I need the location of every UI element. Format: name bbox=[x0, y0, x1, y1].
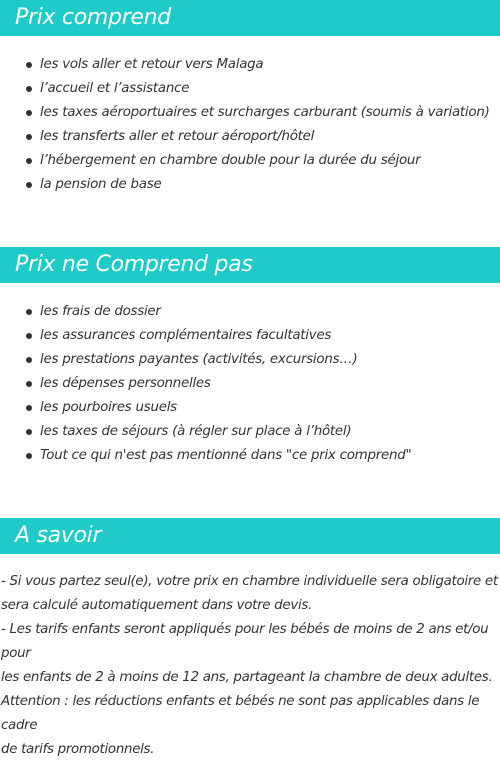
list-item: l’hébergement en chambre double pour la durée du séjour bbox=[26, 149, 500, 173]
bullet-icon bbox=[26, 158, 32, 164]
savoir-line: les enfants de 2 à moins de 12 ans, partageant la chambre de deux adultes. bbox=[1, 670, 493, 685]
savoir-line: de tarifs promotionnels. bbox=[1, 742, 155, 757]
bullet-icon bbox=[26, 134, 32, 140]
excluded-list bbox=[0, 300, 500, 468]
list-item: l’accueil et l’assistance bbox=[26, 77, 500, 101]
savoir-body bbox=[0, 570, 500, 762]
section-title: Prix ne Comprend pas bbox=[0, 247, 500, 283]
bullet-icon bbox=[26, 62, 32, 68]
list-item: les taxes de séjours (à régler sur place à l’hôtel) bbox=[26, 420, 500, 444]
section-a-savoir bbox=[0, 518, 500, 762]
bullet-icon bbox=[26, 405, 32, 411]
bullet-icon bbox=[26, 357, 32, 363]
savoir-line: Attention : les réductions enfants et bébés ne sont pas applicables dans le cadre bbox=[1, 694, 480, 733]
bullet-icon bbox=[26, 429, 32, 435]
bullet-icon bbox=[26, 110, 32, 116]
bullet-icon bbox=[26, 381, 32, 387]
list-item: les frais de dossier bbox=[26, 300, 500, 324]
section-prix-ne-comprend-pas bbox=[0, 247, 500, 468]
list-item: les dépenses personnelles bbox=[26, 372, 500, 396]
savoir-line: - Les tarifs enfants seront appliqués pour les bébés de moins de 2 ans et/ou pour bbox=[1, 622, 489, 661]
list-item: les taxes aéroportuaires et surcharges carburant (soumis à variation) bbox=[26, 101, 500, 125]
list-item: les prestations payantes (activités, excursions…) bbox=[26, 348, 500, 372]
bullet-icon bbox=[26, 86, 32, 92]
bullet-icon bbox=[26, 182, 32, 188]
bullet-icon bbox=[26, 309, 32, 315]
section-title: Prix comprend bbox=[0, 0, 500, 36]
list-item: la pension de base bbox=[26, 173, 500, 197]
section-prix-comprend bbox=[0, 0, 500, 197]
savoir-line: - Si vous partez seul(e), votre prix en chambre individuelle sera obligatoire et bbox=[1, 574, 498, 589]
list-item: les transferts aller et retour aéroport/hôtel bbox=[26, 125, 500, 149]
list-item: les assurances complémentaires facultatives bbox=[26, 324, 500, 348]
list-item: les vols aller et retour vers Malaga bbox=[26, 53, 500, 77]
section-title: A savoir bbox=[0, 518, 500, 554]
list-item: les pourboires usuels bbox=[26, 396, 500, 420]
list-item: Tout ce qui n'est pas mentionné dans "ce prix comprend" bbox=[26, 444, 500, 468]
savoir-line: sera calculé automatiquement dans votre devis. bbox=[1, 598, 313, 613]
included-list bbox=[0, 53, 500, 197]
bullet-icon bbox=[26, 333, 32, 339]
bullet-icon bbox=[26, 453, 32, 459]
